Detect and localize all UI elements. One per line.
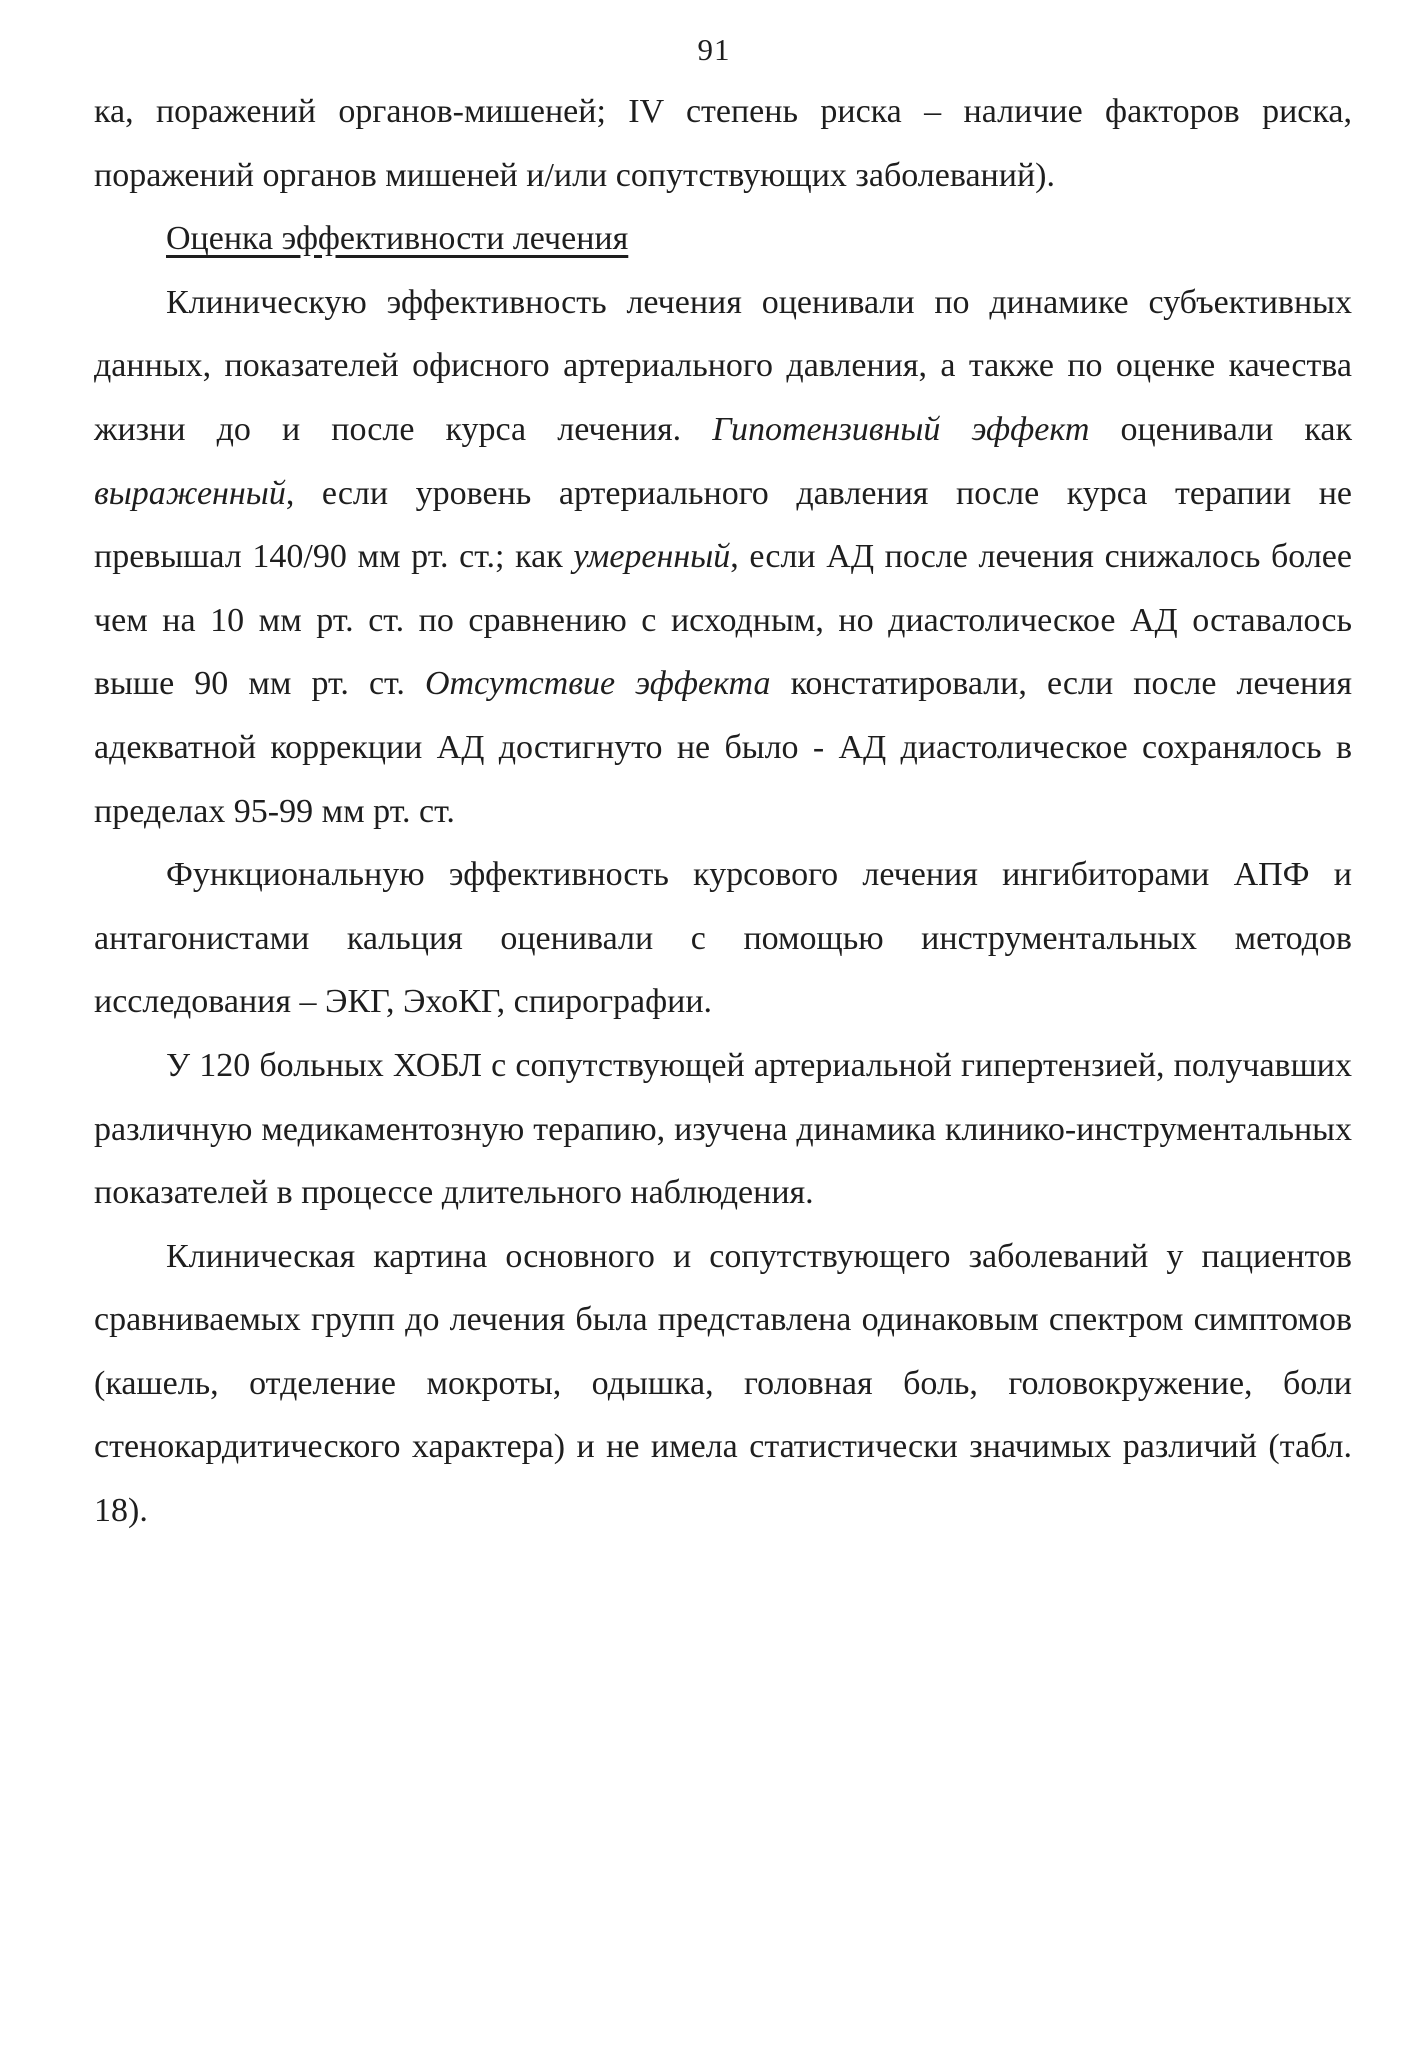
italic-term: умеренный <box>573 538 731 576</box>
paragraph-functional-efficacy: Функциональную эффективность курсового лечения ингибиторами АПФ и антагонистами кальция оценивали с помощью инструментальных методов исследования – ЭКГ, ЭхоКГ, спирографии. <box>94 856 1352 1021</box>
text-run: , если АД после лечения снижалось более чем на 10 мм рт. ст. по сравнению с исходным, но диастолическое АД оставалось выше 90 мм рт. ст. <box>94 538 1352 703</box>
paragraph-clinical-picture: Клиническая картина основного и сопутствующего заболеваний у пациентов сравниваемых групп до лечения была представлена одинаковым спектром симптомов (кашель, отделение мокроты, одышка, головная боль, головокружение, боли стенокардитического характера) и не имела статистически значимых различий (табл. 18). <box>94 1237 1352 1530</box>
italic-term: Гипотензивный эффект <box>712 410 1090 448</box>
paragraph-continuation: ка, поражений органов-мишеней; IV степень риска – наличие факторов риска, поражений органов мишеней и/или сопутствующих заболеваний). <box>94 93 1352 194</box>
page-number: 91 <box>697 32 731 67</box>
text-run: констатировали, если после лечения адекватной коррекции АД достигнуто не было - АД диастолическое сохранялось в пределах 95-99 мм рт. ст. <box>94 665 1352 830</box>
section-heading <box>94 207 1352 271</box>
text-run: Клиническую эффективность лечения оценивали по динамике субъективных данных, показателей офисного артериального давления, а также по оценке качества жизни до и после курса лечения. <box>94 283 1352 448</box>
paragraph-patients: У 120 больных ХОБЛ с сопутствующей артериальной гипертензией, получавших различную медикаментозную терапию, изучена динамика клинико-инструментальных показателей в процессе длительного наблюдения. <box>94 1046 1352 1212</box>
text-run: оценивали как <box>1089 410 1352 448</box>
paragraph-clinical-efficacy <box>94 271 1352 843</box>
body-text <box>94 80 1352 1543</box>
section-heading-text: Оценка эффективности лечения <box>166 220 629 258</box>
italic-term: Отсутствие эффекта <box>424 665 771 703</box>
italic-term: выраженный <box>94 474 286 512</box>
text-run: , если уровень артериального давления после курса терапии не превышал 140/90 мм рт. ст.; как <box>94 474 1352 576</box>
